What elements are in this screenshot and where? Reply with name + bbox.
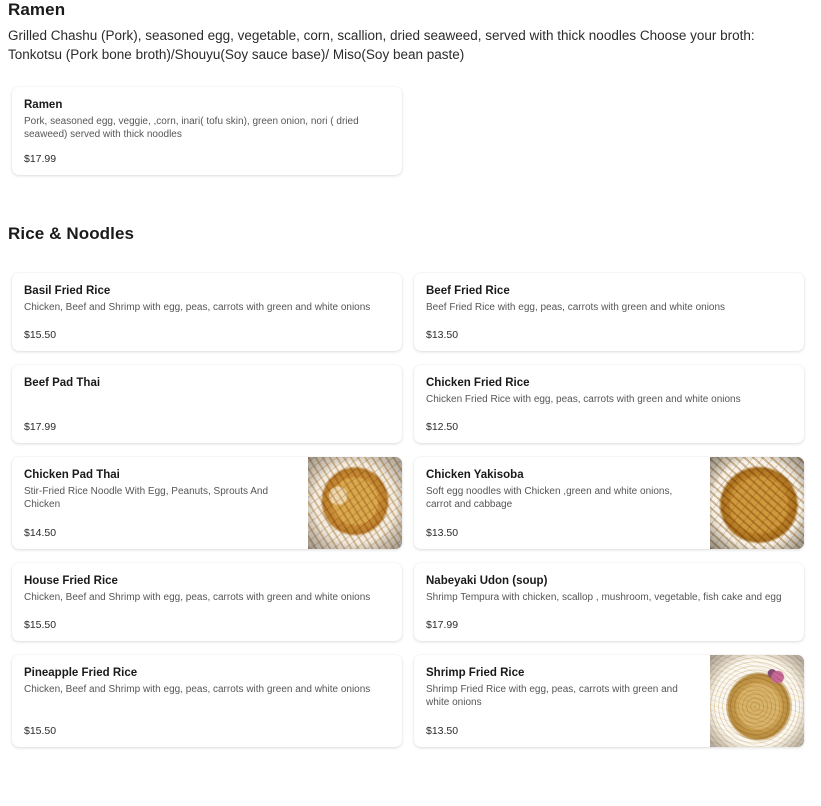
menu-item-description: Beef Fried Rice with egg, peas, carrots with green and white onions [426,302,726,313]
menu-item-price: $14.50 [24,527,57,539]
menu-item-description: Shrimp Tempura with chicken, scallop , mushroom, vegetable, fish cake and egg [426,592,782,603]
menu-item-body [414,563,804,641]
menu-item-name: Basil Fried Rice [24,285,111,297]
menu-item-description: Chicken Fried Rice with egg, peas, carrots with green and white onions [426,394,741,405]
menu-item-card[interactable] [12,655,402,747]
menu-item-price: $12.50 [426,421,459,433]
menu-item-name: Ramen [24,99,63,111]
menu-item-body [12,273,402,351]
menu-item-price: $15.50 [24,725,57,737]
menu-item-body [12,655,402,747]
menu-item-description: Soft egg noodles with Chicken ,green and white onions, carrot and cabbage [426,486,673,510]
menu-item-description: Pork, seasoned egg, veggie, ,corn, inari( tofu skin), green onion, nori ( dried seaweed) served with thick noodles [24,116,359,140]
menu-item-name: Chicken Yakisoba [426,469,524,481]
section-ramen-intro [0,0,821,64]
menu-item-card[interactable] [414,273,804,351]
menu-item-card[interactable] [414,365,804,443]
menu-item-price: $13.50 [426,329,459,341]
menu-item-body [12,563,402,641]
menu-item-description: Shrimp Fried Rice with egg, peas, carrots with green and white onions [426,684,678,708]
menu-item-card[interactable] [414,655,804,747]
menu-item-body [414,365,804,443]
ramen-item-grid [0,80,821,182]
menu-item-body [12,457,308,549]
menu-item-price: $15.50 [24,329,57,341]
menu-item-name: Chicken Fried Rice [426,377,530,389]
menu-item-price: $17.99 [426,619,459,631]
menu-item-body [414,273,804,351]
menu-item-price: $13.50 [426,725,459,737]
menu-item-name: Beef Fried Rice [426,285,510,297]
menu-item-price: $17.99 [24,153,57,165]
section-title-rice-noodles: Rice & Noodles [8,224,135,243]
menu-item-card[interactable] [414,457,804,549]
menu-item-photo [710,457,804,549]
menu-item-name: House Fried Rice [24,575,118,587]
menu-item-name: Pineapple Fried Rice [24,667,138,679]
menu-item-description: Stir-Fried Rice Noodle With Egg, Peanuts, Sprouts And Chicken [24,486,269,510]
spacer [0,250,821,266]
menu-item-price: $13.50 [426,527,459,539]
menu-item-name: Nabeyaki Udon (soup) [426,575,548,587]
rice-noodles-item-grid [0,266,821,754]
menu-item-photo [710,655,804,747]
menu-item-card[interactable] [12,365,402,443]
menu-item-card[interactable] [12,457,402,549]
section-rice-noodles-intro [0,224,821,244]
menu-item-card[interactable] [12,87,402,175]
menu-item-name: Shrimp Fried Rice [426,667,525,679]
spacer [0,64,821,80]
spacer [0,182,821,224]
menu-item-body [12,365,402,443]
menu-item-card[interactable] [414,563,804,641]
menu-item-price: $17.99 [24,421,57,433]
menu-item-photo [308,457,402,549]
menu-item-description: Chicken, Beef and Shrimp with egg, peas, carrots with green and white onions [24,592,371,603]
menu-item-name: Beef Pad Thai [24,377,101,389]
menu-item-price: $15.50 [24,619,57,631]
menu-item-body [414,457,710,549]
menu-item-description: Chicken, Beef and Shrimp with egg, peas, carrots with green and white onions [24,302,371,313]
menu-item-description: Chicken, Beef and Shrimp with egg, peas, carrots with green and white onions [24,684,371,695]
menu-item-body [12,87,402,175]
menu-item-body [414,655,710,747]
section-title-ramen: Ramen [8,0,66,19]
menu-item-card[interactable] [12,563,402,641]
section-description-ramen: Grilled Chashu (Pork), seasoned egg, vegetable, corn, scallion, dried seaweed, served with thick noodles Choose your broth: Tonkotsu (Pork bone broth)/Shouyu(Soy sauce base)/ Miso(Soy bean paste) [8,28,755,62]
menu-item-card[interactable] [12,273,402,351]
menu-item-name: Chicken Pad Thai [24,469,120,481]
